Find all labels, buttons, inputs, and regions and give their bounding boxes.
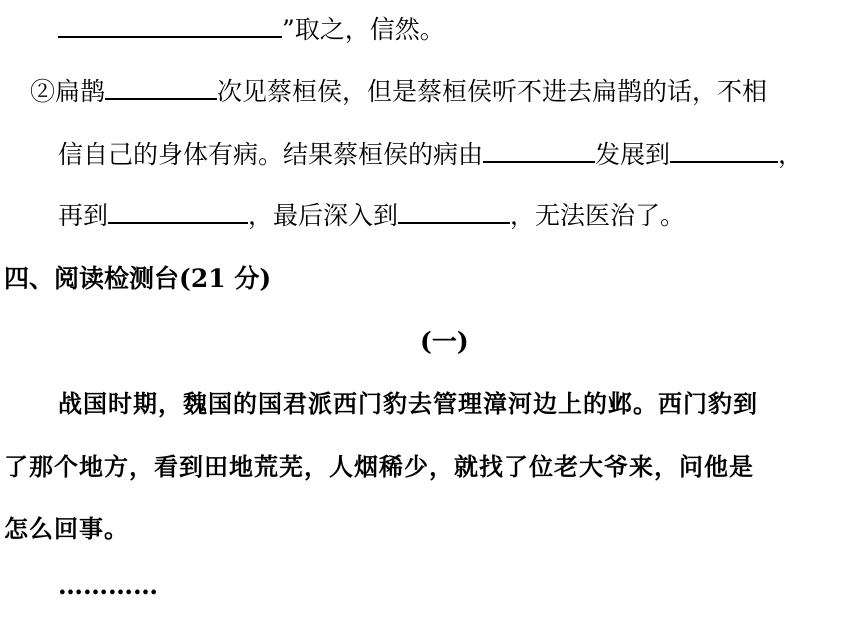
- line-4-prefix: 再到: [58, 201, 109, 230]
- line-1-text: ”取之，信然。: [282, 15, 445, 44]
- passage-line-1: 战国时期，魏国的国君派西门豹去管理漳河边上的邺。西门豹到: [58, 389, 758, 418]
- line-3-mid: 发展到: [595, 140, 671, 169]
- passage-ellipsis: …………: [58, 571, 158, 600]
- fill-in-line-2: [30, 76, 767, 108]
- fill-in-line-3: [58, 139, 803, 171]
- section-subheading: (一): [420, 327, 469, 356]
- fill-in-line-1: [58, 14, 445, 46]
- answer-blank-4[interactable]: [670, 139, 778, 163]
- answer-blank-6[interactable]: [398, 200, 510, 224]
- answer-blank-2[interactable]: [105, 76, 217, 100]
- passage-line-3: 怎么回事。: [4, 514, 129, 543]
- answer-blank-5[interactable]: [108, 200, 248, 224]
- line-3-end: ，: [778, 140, 804, 169]
- passage-line-2: 了那个地方，看到田地荒芜，人烟稀少，就找了位老大爷来，问他是: [4, 452, 754, 481]
- fill-in-line-4: [58, 200, 685, 232]
- answer-blank-1[interactable]: [58, 14, 282, 38]
- section-heading: 四、阅读检测台(21 分): [4, 264, 272, 293]
- line-2-text: 次见蔡桓侯，但是蔡桓侯听不进去扁鹊的话，不相: [217, 77, 768, 106]
- line-3-prefix: 信自己的身体有病。结果蔡桓侯的病由: [58, 140, 484, 169]
- line-4-end: ，无法医治了。: [510, 201, 686, 230]
- answer-blank-3[interactable]: [483, 139, 595, 163]
- line-4-mid: ，最后深入到: [248, 201, 399, 230]
- line-2-prefix: ②扁鹊: [30, 77, 106, 106]
